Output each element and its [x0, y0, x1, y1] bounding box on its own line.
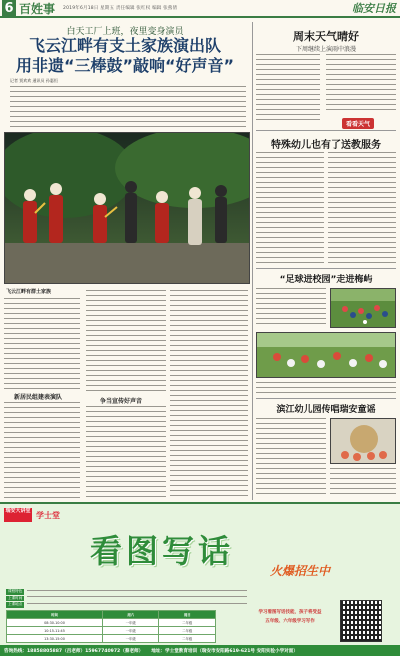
section-title: 百姓事 — [19, 1, 56, 16]
table-cell: 二年级 — [159, 619, 216, 627]
lead-column-3 — [170, 290, 248, 498]
ad-note-line2: 五年级、六年级学习写作 — [265, 619, 315, 624]
table-cell: 一年级 — [103, 619, 159, 627]
table-cell: 10:15-11:45 — [7, 627, 103, 635]
lead-photo — [4, 132, 250, 284]
table-row — [7, 635, 216, 643]
lead-intro-text — [10, 86, 246, 128]
ad-title: 看图写话 — [90, 532, 235, 570]
football-kids-image — [257, 333, 396, 378]
dance-performance-image — [5, 133, 250, 284]
divider-2 — [256, 268, 396, 269]
table-row — [7, 627, 216, 635]
page-number: 6 — [2, 0, 16, 16]
weather-tag: 看看天气 — [342, 118, 374, 129]
table-cell: 二年级 — [159, 627, 216, 635]
table-header: 周日 — [159, 611, 216, 619]
football-photo — [330, 288, 396, 328]
newspaper-masthead: 临安日报 — [352, 2, 396, 15]
lead-headline-line1: 飞云江畔有支土家族演出队 — [28, 36, 221, 55]
lead-byline: 记者 贾欢欢 通讯员 孙惠恒 — [10, 78, 58, 83]
table-cell: 13:30-15:00 — [7, 635, 103, 643]
ad-school-name: 学士堂 — [36, 511, 60, 520]
qr-code-icon — [340, 600, 382, 642]
table-cell: 二年级 — [159, 635, 216, 643]
lead-subhead-2: 争当宣传好声音 — [100, 398, 143, 405]
page-header — [0, 0, 400, 18]
lead-subhead-1: 新居民组建表演队 — [14, 394, 63, 401]
table-header: 周六 — [103, 611, 159, 619]
ad-note — [240, 608, 340, 626]
divider-3 — [256, 398, 396, 399]
table-cell: 一年级 — [103, 627, 159, 635]
ad-schedule-table — [6, 610, 216, 643]
weather-subhead: 下周继续上演雨中浪漫 — [295, 46, 356, 53]
weather-text-b — [326, 54, 396, 110]
ad-address: 地址：学士堂教育培训（瑞安市安阳路619-621号 安阳实验小学对面） — [151, 648, 298, 654]
kindergarten-image — [331, 419, 396, 464]
advertisement — [0, 502, 400, 656]
ad-footer — [0, 645, 400, 656]
ad-body — [6, 588, 276, 608]
lead-kicker: 白天工厂上班，夜里变身演员 — [66, 27, 184, 37]
table-cell: 08:30-10:00 — [7, 619, 103, 627]
football-photo-2 — [256, 332, 396, 378]
column-divider — [252, 22, 253, 500]
weather-text-a — [256, 54, 320, 124]
ad-label-place: 上课地点 — [8, 602, 23, 606]
ad-label-time: 上课时间 — [8, 595, 23, 600]
lead-column-1a — [4, 298, 80, 390]
story2-text-b — [328, 152, 396, 264]
kindergarten-photo — [330, 418, 396, 464]
football-field-image — [331, 289, 396, 328]
ad-label-features: 课程特色 — [8, 589, 23, 593]
lead-column-1b — [4, 402, 80, 498]
ad-note-line1: 学习看图写话技能，孩子将受益 — [258, 610, 322, 615]
story2-text-a — [256, 152, 324, 264]
story4-text-b — [330, 468, 396, 498]
ad-features-text — [27, 590, 247, 593]
ad-place-text — [27, 603, 247, 606]
story2-headline: 特殊幼儿也有了送教服务 — [271, 140, 381, 151]
table-cell: 一年级 — [103, 635, 159, 643]
story4-headline: 滨江幼儿园传唱瑞安童谣 — [276, 405, 376, 415]
ad-brand-badge: 瑞安大讲堂 — [4, 508, 32, 522]
weather-headline: 周末天气晴好 — [293, 30, 359, 43]
ad-contact-phone: 咨询热线：18858805887（吕老师）15967740972（蔡老师） — [4, 648, 144, 654]
photo-caption: 飞云江畔有群土家族 — [6, 289, 52, 295]
ad-time-text — [27, 596, 247, 599]
lead-column-2a — [86, 290, 166, 394]
lead-column-2b — [86, 406, 166, 498]
story3-headline: “足球进校园”走进梅屿 — [279, 275, 373, 285]
lead-headline-line2: 用非遗“三棒鼓”敲响“好声音” — [15, 56, 235, 75]
table-header: 时间 — [7, 611, 103, 619]
divider-1 — [256, 130, 396, 131]
ad-hot-label: 火爆招生中 — [269, 564, 330, 578]
story3-text-a — [256, 288, 326, 328]
table-row — [7, 619, 216, 627]
story4-text-a — [256, 418, 326, 498]
story3-text-b — [256, 382, 396, 394]
issue-meta: 2019年6月18日 星期五 责任编辑 张红权 编辑 张燕倩 — [63, 6, 178, 11]
